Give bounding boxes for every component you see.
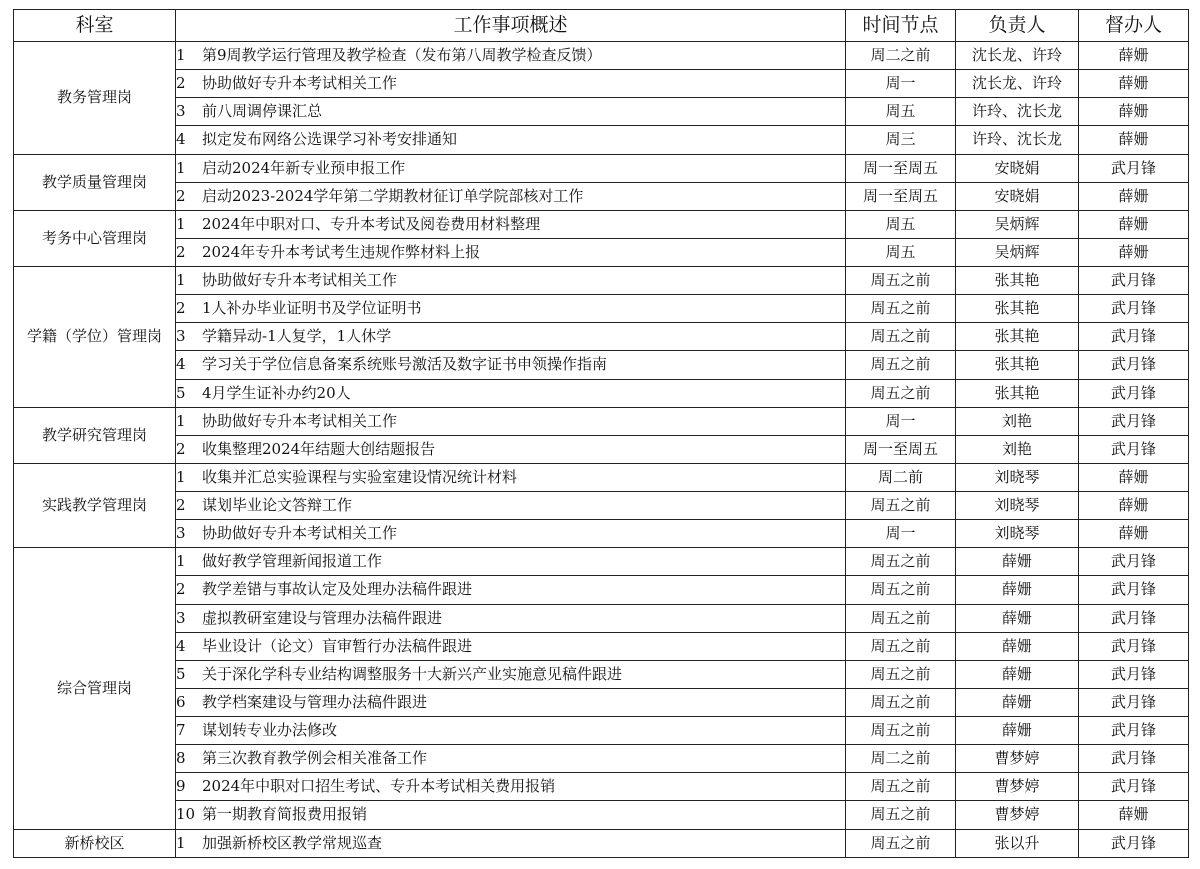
time-cell: 周五 xyxy=(846,210,956,238)
time-cell: 周五之前 xyxy=(846,548,956,576)
supervisor-cell: 薛姗 xyxy=(1079,801,1189,829)
supervisor-cell: 武月锋 xyxy=(1079,829,1189,858)
owner-cell: 安晓娟 xyxy=(956,182,1079,210)
supervisor-cell: 武月锋 xyxy=(1079,717,1189,745)
owner-cell: 薛姗 xyxy=(956,604,1079,632)
task-number: 1 xyxy=(176,411,186,430)
owner-cell: 吴炳辉 xyxy=(956,238,1079,266)
task-cell xyxy=(176,295,846,323)
task-description: 教学差错与事故认定及处理办法稿件跟进 xyxy=(202,580,473,599)
task-cell xyxy=(176,323,846,351)
task-cell xyxy=(176,154,846,182)
task-description: 协助做好专升本考试相关工作 xyxy=(202,271,398,290)
table-row xyxy=(14,182,1189,210)
table-row xyxy=(14,126,1189,154)
time-cell: 周五之前 xyxy=(846,267,956,295)
task-number: 1 xyxy=(176,271,186,290)
time-cell: 周五之前 xyxy=(846,829,956,858)
owner-cell: 沈长龙、许玲 xyxy=(956,70,1079,98)
supervisor-cell: 薛姗 xyxy=(1079,98,1189,126)
supervisor-cell: 薛姗 xyxy=(1079,520,1189,548)
time-cell: 周一 xyxy=(846,70,956,98)
task-description: 2024年专升本考试考生违规作弊材料上报 xyxy=(202,242,481,261)
supervisor-cell: 武月锋 xyxy=(1079,632,1189,660)
table-row xyxy=(14,407,1189,435)
table-row xyxy=(14,98,1189,126)
task-number: 1 xyxy=(176,833,186,852)
task-number: 1 xyxy=(176,467,186,486)
time-cell: 周五 xyxy=(846,238,956,266)
task-cell xyxy=(176,520,846,548)
dept-cell: 教务管理岗 xyxy=(14,42,176,155)
task-cell xyxy=(176,576,846,604)
task-number: 3 xyxy=(176,327,186,346)
table-row xyxy=(14,351,1189,379)
time-cell: 周一至周五 xyxy=(846,154,956,182)
task-number: 1 xyxy=(176,552,186,571)
time-cell: 周一 xyxy=(846,407,956,435)
time-cell: 周五之前 xyxy=(846,773,956,801)
task-description: 谋划毕业论文答辩工作 xyxy=(202,496,353,515)
time-cell: 周一至周五 xyxy=(846,182,956,210)
task-description: 加强新桥校区教学常规巡查 xyxy=(202,833,383,852)
owner-cell: 刘艳 xyxy=(956,407,1079,435)
time-cell: 周五之前 xyxy=(846,801,956,829)
supervisor-cell: 薛姗 xyxy=(1079,492,1189,520)
owner-cell: 张其艳 xyxy=(956,267,1079,295)
dept-cell: 教学研究管理岗 xyxy=(14,407,176,463)
task-description: 关于深化学科专业结构调整服务十大新兴产业实施意见稿件跟进 xyxy=(202,664,623,683)
table-row xyxy=(14,295,1189,323)
table-row xyxy=(14,238,1189,266)
task-number: 2 xyxy=(176,74,186,93)
task-cell xyxy=(176,801,846,829)
task-number: 3 xyxy=(176,102,186,121)
time-cell: 周五之前 xyxy=(846,660,956,688)
table-row xyxy=(14,463,1189,491)
time-cell: 周五之前 xyxy=(846,351,956,379)
task-description: 前八周调停课汇总 xyxy=(202,102,323,121)
task-cell xyxy=(176,182,846,210)
dept-cell: 实践教学管理岗 xyxy=(14,463,176,547)
task-cell xyxy=(176,717,846,745)
owner-cell: 薛姗 xyxy=(956,688,1079,716)
task-number: 1 xyxy=(176,46,186,65)
time-cell: 周五之前 xyxy=(846,295,956,323)
task-number: 2 xyxy=(176,439,186,458)
time-cell: 周一 xyxy=(846,520,956,548)
task-number: 9 xyxy=(176,777,186,796)
supervisor-cell: 武月锋 xyxy=(1079,548,1189,576)
table-row xyxy=(14,576,1189,604)
time-cell: 周五之前 xyxy=(846,492,956,520)
time-cell: 周五 xyxy=(846,98,956,126)
owner-cell: 沈长龙、许玲 xyxy=(956,42,1079,70)
time-cell: 周一至周五 xyxy=(846,435,956,463)
table-row xyxy=(14,632,1189,660)
task-description: 收集整理2024年结题大创结题报告 xyxy=(202,439,436,458)
task-cell xyxy=(176,463,846,491)
owner-cell: 刘晓琴 xyxy=(956,520,1079,548)
supervisor-cell: 武月锋 xyxy=(1079,773,1189,801)
owner-cell: 薛姗 xyxy=(956,548,1079,576)
table-row xyxy=(14,688,1189,716)
header-row xyxy=(14,10,1189,42)
task-cell xyxy=(176,238,846,266)
task-number: 4 xyxy=(176,355,186,374)
owner-cell: 薛姗 xyxy=(956,717,1079,745)
table-row xyxy=(14,323,1189,351)
time-cell: 周二前 xyxy=(846,463,956,491)
owner-cell: 张其艳 xyxy=(956,295,1079,323)
table-row xyxy=(14,801,1189,829)
supervisor-cell: 武月锋 xyxy=(1079,351,1189,379)
task-cell xyxy=(176,660,846,688)
task-number: 3 xyxy=(176,524,186,543)
supervisor-cell: 武月锋 xyxy=(1079,267,1189,295)
time-cell: 周五之前 xyxy=(846,632,956,660)
task-cell xyxy=(176,829,846,858)
task-cell xyxy=(176,42,846,70)
table-row xyxy=(14,660,1189,688)
time-cell: 周二之前 xyxy=(846,745,956,773)
time-cell: 周二之前 xyxy=(846,42,956,70)
header-supervisor: 督办人 xyxy=(1079,10,1189,42)
owner-cell: 吴炳辉 xyxy=(956,210,1079,238)
task-number: 8 xyxy=(176,749,186,768)
task-number: 5 xyxy=(176,664,186,683)
owner-cell: 许玲、沈长龙 xyxy=(956,126,1079,154)
task-number: 3 xyxy=(176,608,186,627)
task-cell xyxy=(176,407,846,435)
table-row xyxy=(14,379,1189,407)
task-cell xyxy=(176,98,846,126)
owner-cell: 张其艳 xyxy=(956,351,1079,379)
task-description: 教学档案建设与管理办法稿件跟进 xyxy=(202,692,428,711)
task-description: 第一期教育简报费用报销 xyxy=(202,805,368,824)
task-description: 拟定发布网络公选课学习补考安排通知 xyxy=(202,130,458,149)
task-cell xyxy=(176,492,846,520)
table-row xyxy=(14,267,1189,295)
task-cell xyxy=(176,267,846,295)
owner-cell: 许玲、沈长龙 xyxy=(956,98,1079,126)
owner-cell: 张以升 xyxy=(956,829,1079,858)
table-body xyxy=(14,42,1189,858)
supervisor-cell: 薛姗 xyxy=(1079,42,1189,70)
task-cell xyxy=(176,745,846,773)
task-cell xyxy=(176,688,846,716)
task-number: 10 xyxy=(176,805,196,824)
owner-cell: 薛姗 xyxy=(956,660,1079,688)
task-number: 2 xyxy=(176,496,186,515)
task-description: 第三次教育教学例会相关准备工作 xyxy=(202,749,428,768)
time-cell: 周五之前 xyxy=(846,576,956,604)
table-row xyxy=(14,717,1189,745)
owner-cell: 曹梦婷 xyxy=(956,801,1079,829)
time-cell: 周三 xyxy=(846,126,956,154)
supervisor-cell: 武月锋 xyxy=(1079,435,1189,463)
task-description: 协助做好专升本考试相关工作 xyxy=(202,74,398,93)
task-description: 学习关于学位信息备案系统账号激活及数字证书申领操作指南 xyxy=(202,355,608,374)
task-description: 协助做好专升本考试相关工作 xyxy=(202,411,398,430)
supervisor-cell: 武月锋 xyxy=(1079,576,1189,604)
time-cell: 周五之前 xyxy=(846,604,956,632)
task-description: 第9周教学运行管理及教学检查（发布第八周教学检查反馈） xyxy=(202,46,602,65)
table-row xyxy=(14,154,1189,182)
time-cell: 周五之前 xyxy=(846,323,956,351)
table-row xyxy=(14,548,1189,576)
task-cell xyxy=(176,632,846,660)
supervisor-cell: 武月锋 xyxy=(1079,745,1189,773)
task-description: 1人补办毕业证明书及学位证明书 xyxy=(202,299,422,318)
dept-cell: 学籍（学位）管理岗 xyxy=(14,267,176,408)
supervisor-cell: 薛姗 xyxy=(1079,210,1189,238)
task-description: 毕业设计（论文）盲审暂行办法稿件跟进 xyxy=(202,636,473,655)
task-cell xyxy=(176,773,846,801)
task-number: 4 xyxy=(176,130,186,149)
task-number: 2 xyxy=(176,299,186,318)
owner-cell: 刘晓琴 xyxy=(956,492,1079,520)
supervisor-cell: 薛姗 xyxy=(1079,70,1189,98)
task-description: 4月学生证补办约20人 xyxy=(202,383,351,402)
task-number: 1 xyxy=(176,214,186,233)
owner-cell: 刘晓琴 xyxy=(956,463,1079,491)
dept-cell: 综合管理岗 xyxy=(14,548,176,829)
header-dept: 科室 xyxy=(14,10,176,42)
task-description: 学籍异动-1人复学，1人休学 xyxy=(202,327,392,346)
owner-cell: 张其艳 xyxy=(956,379,1079,407)
table-row xyxy=(14,773,1189,801)
task-cell xyxy=(176,351,846,379)
supervisor-cell: 薛姗 xyxy=(1079,182,1189,210)
task-cell xyxy=(176,379,846,407)
task-number: 2 xyxy=(176,186,186,205)
task-cell xyxy=(176,548,846,576)
supervisor-cell: 武月锋 xyxy=(1079,688,1189,716)
task-number: 2 xyxy=(176,242,186,261)
task-cell xyxy=(176,210,846,238)
supervisor-cell: 薛姗 xyxy=(1079,126,1189,154)
task-number: 6 xyxy=(176,692,186,711)
header-task: 工作事项概述 xyxy=(176,10,846,42)
task-number: 5 xyxy=(176,383,186,402)
supervisor-cell: 薛姗 xyxy=(1079,463,1189,491)
supervisor-cell: 武月锋 xyxy=(1079,660,1189,688)
work-schedule-table xyxy=(13,9,1189,858)
time-cell: 周五之前 xyxy=(846,717,956,745)
table-row xyxy=(14,604,1189,632)
supervisor-cell: 武月锋 xyxy=(1079,604,1189,632)
table-row xyxy=(14,520,1189,548)
table-row xyxy=(14,70,1189,98)
dept-cell: 教学质量管理岗 xyxy=(14,154,176,210)
table-row xyxy=(14,435,1189,463)
supervisor-cell: 武月锋 xyxy=(1079,295,1189,323)
task-number: 4 xyxy=(176,636,186,655)
header-owner: 负责人 xyxy=(956,10,1079,42)
supervisor-cell: 薛姗 xyxy=(1079,238,1189,266)
task-description: 启动2023-2024学年第二学期教材征订单学院部核对工作 xyxy=(202,186,584,205)
owner-cell: 曹梦婷 xyxy=(956,773,1079,801)
task-description: 收集并汇总实验课程与实验室建设情况统计材料 xyxy=(202,467,518,486)
task-number: 2 xyxy=(176,580,186,599)
task-cell xyxy=(176,126,846,154)
task-number: 7 xyxy=(176,721,186,740)
owner-cell: 刘艳 xyxy=(956,435,1079,463)
owner-cell: 安晓娟 xyxy=(956,154,1079,182)
table-row xyxy=(14,210,1189,238)
supervisor-cell: 武月锋 xyxy=(1079,379,1189,407)
owner-cell: 张其艳 xyxy=(956,323,1079,351)
task-description: 虚拟教研室建设与管理办法稿件跟进 xyxy=(202,608,443,627)
task-cell xyxy=(176,70,846,98)
task-description: 协助做好专升本考试相关工作 xyxy=(202,524,398,543)
owner-cell: 曹梦婷 xyxy=(956,745,1079,773)
time-cell: 周五之前 xyxy=(846,688,956,716)
supervisor-cell: 武月锋 xyxy=(1079,407,1189,435)
dept-cell: 新桥校区 xyxy=(14,829,176,858)
task-description: 谋划转专业办法修改 xyxy=(202,721,338,740)
header-time: 时间节点 xyxy=(846,10,956,42)
owner-cell: 薛姗 xyxy=(956,632,1079,660)
supervisor-cell: 武月锋 xyxy=(1079,154,1189,182)
table-row xyxy=(14,745,1189,773)
owner-cell: 薛姗 xyxy=(956,576,1079,604)
task-description: 2024年中职对口招生考试、专升本考试相关费用报销 xyxy=(202,777,556,796)
task-cell xyxy=(176,604,846,632)
task-description: 做好教学管理新闻报道工作 xyxy=(202,552,383,571)
task-description: 启动2024年新专业预申报工作 xyxy=(202,158,406,177)
supervisor-cell: 武月锋 xyxy=(1079,323,1189,351)
task-cell xyxy=(176,435,846,463)
table-row xyxy=(14,42,1189,70)
task-description: 2024年中职对口、专升本考试及阅卷费用材料整理 xyxy=(202,214,541,233)
dept-cell: 考务中心管理岗 xyxy=(14,210,176,266)
time-cell: 周五之前 xyxy=(846,379,956,407)
table-row xyxy=(14,829,1189,858)
task-number: 1 xyxy=(176,158,186,177)
table-row xyxy=(14,492,1189,520)
